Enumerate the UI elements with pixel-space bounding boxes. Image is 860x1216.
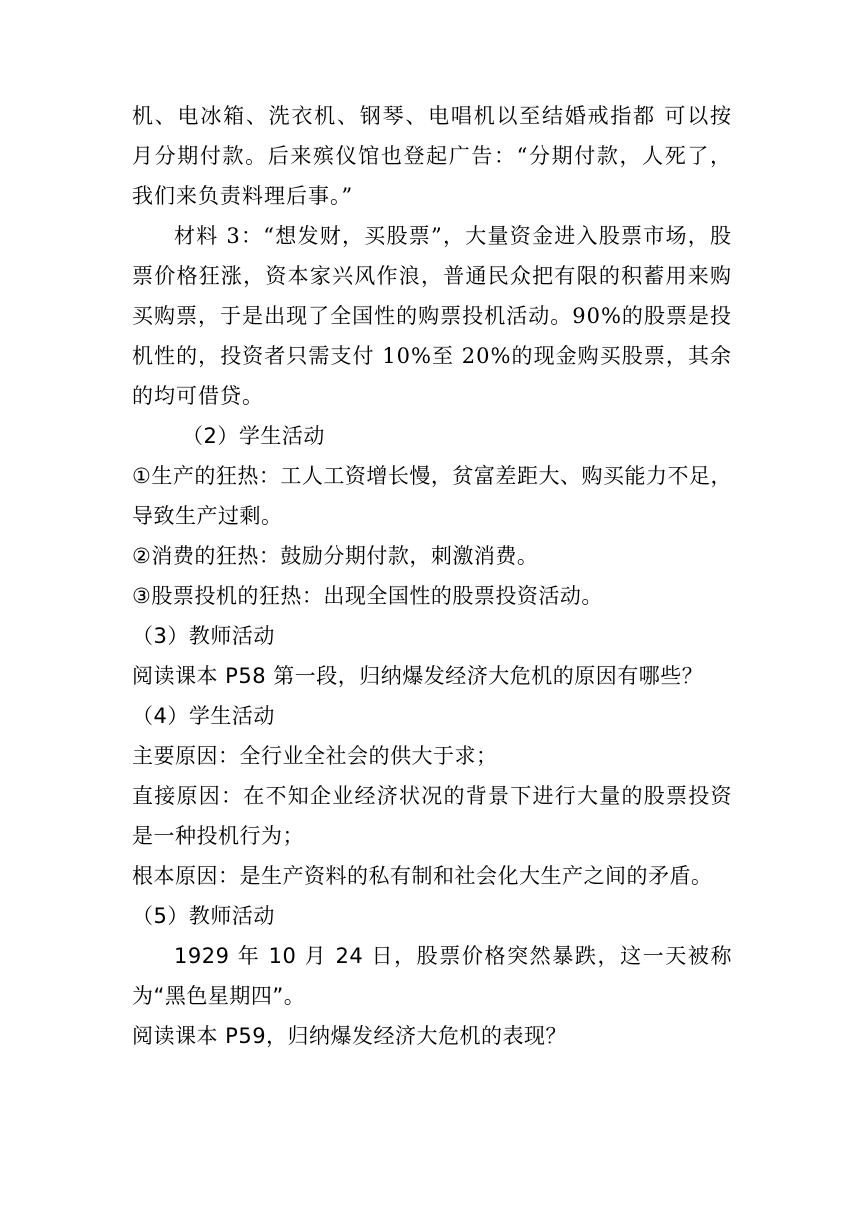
cause-root: 根本原因：是生产资料的私有制和社会化大生产之间的矛盾。 (132, 864, 713, 888)
list-item-consumption-frenzy: ②消费的狂热：鼓励分期付款，刺激消费。 (132, 544, 539, 568)
section-heading-student-activity-2: （2）学生活动 (182, 424, 325, 448)
list-item-speculation-frenzy: ③股票投机的狂热：出现全国性的股票投资活动。 (132, 584, 603, 608)
section-heading-teacher-activity-5: （5）教师活动 (132, 904, 275, 928)
list-item-production-frenzy: ①生产的狂热：工人工资增长慢，贫富差距大、购买能力不足，导致生产过剩。 (132, 464, 732, 528)
question-causes: 阅读课本 P58 第一段，归纳爆发经济大危机的原因有哪些？ (132, 664, 704, 688)
cause-direct: 直接原因：在不知企业经济状况的背景下进行大量的股票投资是一种投机行为； (132, 784, 732, 848)
paragraph-material-3: 材料 3：“想发财，买股票”，大量资金进入股票市场，股票价格狂涨，资本家兴风作浪，普通民众把有限的积蓄用来购买购票，于是出现了全国性的购票投机活动。90%的股票是投机性的，投资者只需支付 10%至 20%的现金购买股票，其余的均可借贷。 (132, 224, 732, 408)
question-manifestations: 阅读课本 P59，归纳爆发经济大危机的表现？ (132, 1024, 568, 1048)
paragraph-black-thursday: 1929 年 10 月 24 日，股票价格突然暴跌，这一天被称为“黑色星期四”。 (132, 944, 732, 1008)
section-heading-student-activity-4: （4）学生活动 (132, 704, 275, 728)
section-heading-teacher-activity-3: （3）教师活动 (132, 624, 275, 648)
paragraph-material-2-continued: 机、电冰箱、洗衣机、钢琴、电唱机以至结婚戒指都 可以按月分期付款。后来殡仪馆也登起广告：“分期付款，人死了，我们来负责料理后事。” (132, 104, 732, 208)
cause-main: 主要原因：全行业全社会的供大于求； (132, 744, 498, 768)
document-body (132, 96, 732, 1056)
